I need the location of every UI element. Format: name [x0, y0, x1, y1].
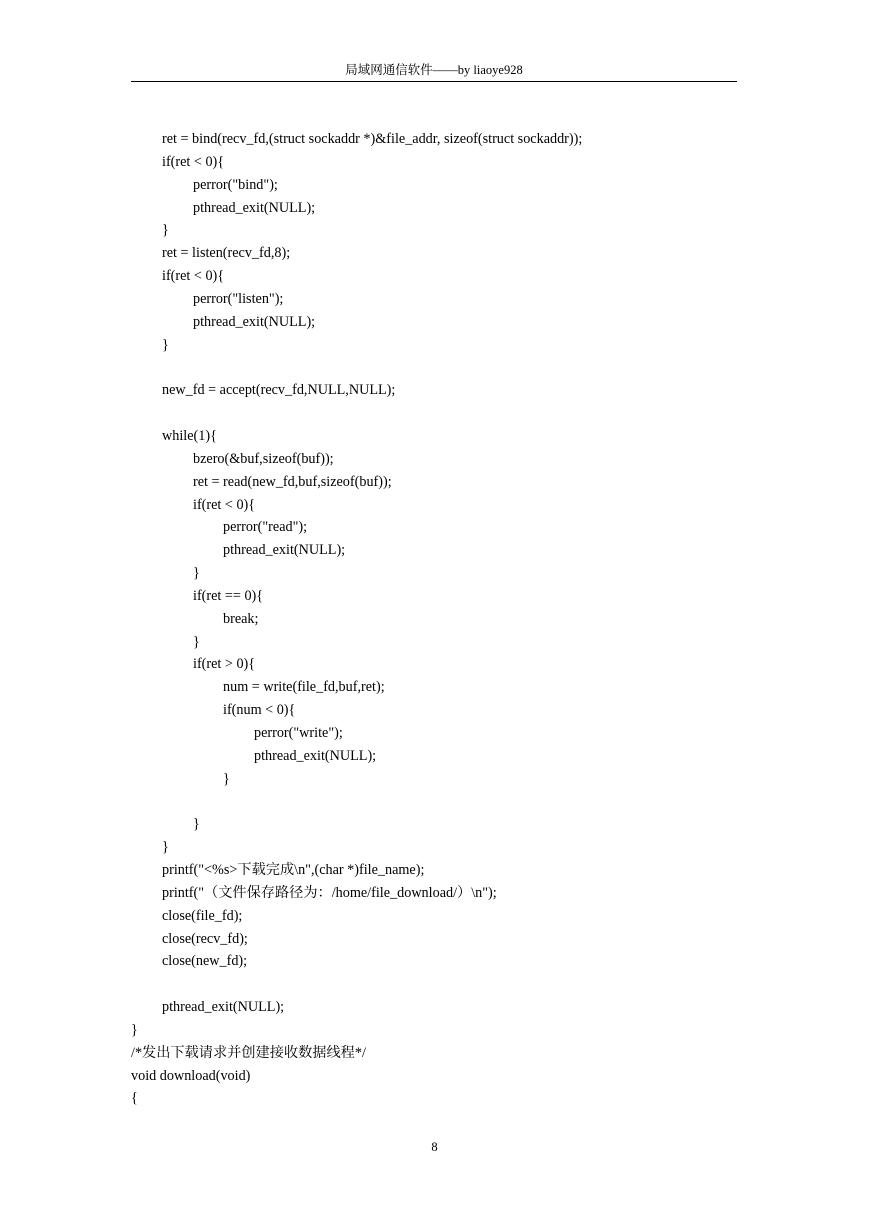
page-header-title: 局域网通信软件——by liaoye928	[345, 63, 523, 77]
code-line: break;	[223, 610, 259, 627]
code-line: bzero(&buf,sizeof(buf));	[193, 450, 334, 467]
code-line: pthread_exit(NULL);	[193, 199, 316, 216]
code-line: if(ret < 0){	[162, 268, 225, 285]
code-line: printf("（文件保存路径为：/home/file_download/）\n");	[162, 884, 497, 901]
code-line: close(new_fd);	[162, 953, 248, 970]
code-line: num = write(file_fd,buf,ret);	[223, 679, 385, 696]
code-line: }	[223, 770, 230, 787]
code-line: {	[131, 1090, 138, 1107]
code-line: close(recv_fd);	[162, 930, 248, 947]
code-line: perror("listen");	[193, 290, 284, 307]
code-line: ret = listen(recv_fd,8);	[162, 245, 291, 262]
code-line: printf("<%s>下载完成\n",(char *)file_name);	[162, 862, 425, 878]
code-line	[131, 402, 751, 425]
code-line: }	[162, 222, 169, 239]
code-line: if(ret < 0){	[193, 496, 256, 513]
code-line: new_fd = accept(recv_fd,NULL,NULL);	[162, 382, 396, 399]
code-line: pthread_exit(NULL);	[193, 313, 316, 330]
code-line: if(num < 0){	[223, 702, 296, 719]
code-line: }	[193, 633, 200, 650]
code-line: }	[193, 816, 200, 833]
code-line: }	[162, 336, 169, 353]
code-line: ret = bind(recv_fd,(struct sockaddr *)&file_addr, sizeof(struct sockaddr));	[162, 131, 583, 147]
code-line	[131, 356, 751, 379]
code-line: perror("write");	[254, 724, 343, 741]
code-line: }	[193, 565, 200, 582]
code-line: pthread_exit(NULL);	[223, 542, 346, 559]
code-line: close(file_fd);	[162, 907, 243, 924]
code-line	[131, 790, 751, 813]
header-rule	[131, 81, 737, 82]
code-line: while(1){	[162, 427, 217, 444]
code-block	[131, 128, 751, 1110]
code-line: if(ret > 0){	[193, 656, 256, 673]
code-line: }	[131, 1021, 138, 1038]
code-line: if(ret < 0){	[162, 153, 225, 170]
page-number: 8	[431, 1140, 438, 1154]
code-line	[131, 973, 751, 996]
code-line: if(ret == 0){	[193, 587, 264, 604]
code-line: void download(void)	[131, 1067, 251, 1084]
code-line: }	[162, 839, 169, 856]
code-line: perror("bind");	[193, 176, 278, 193]
code-line: pthread_exit(NULL);	[254, 747, 377, 764]
code-line: /*发出下载请求并创建接收数据线程*/	[131, 1044, 366, 1061]
code-line: perror("read");	[223, 519, 308, 536]
code-line: pthread_exit(NULL);	[162, 999, 285, 1016]
code-line: ret = read(new_fd,buf,sizeof(buf));	[193, 473, 392, 490]
